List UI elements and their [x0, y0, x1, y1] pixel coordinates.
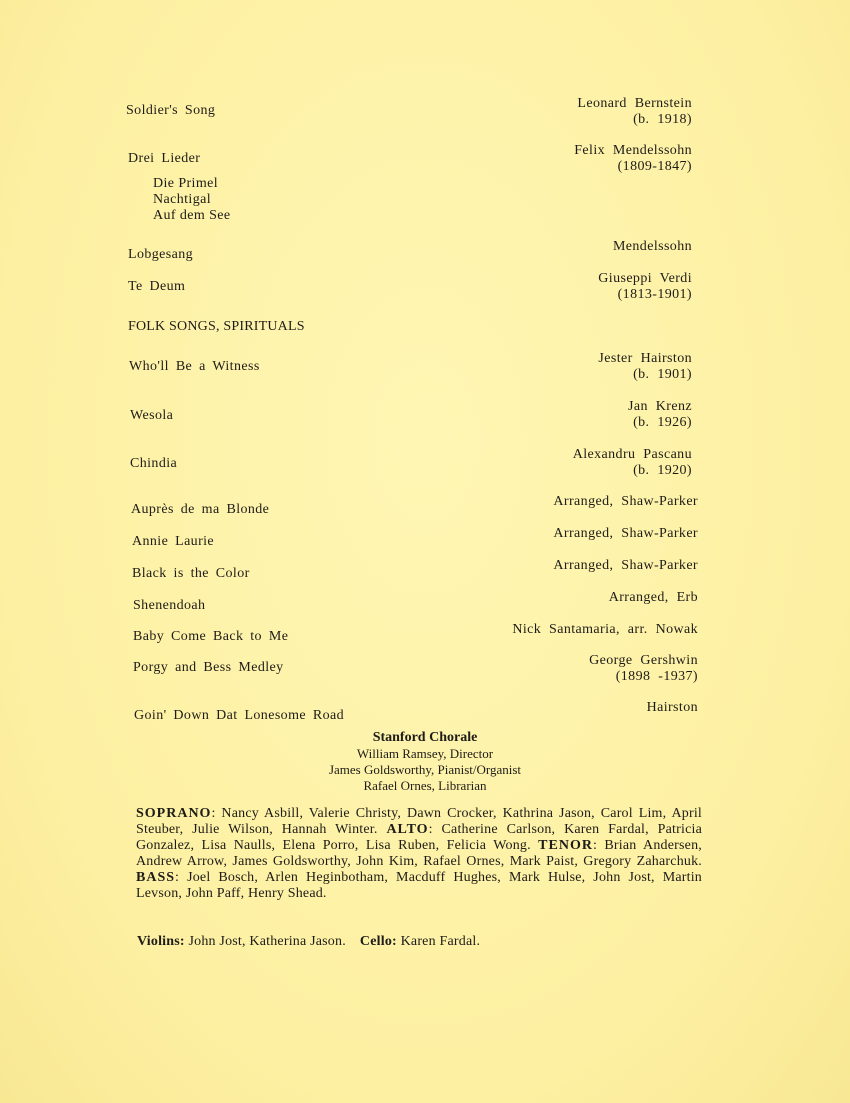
composer: [573, 447, 692, 479]
director-credit: William Ramsey, Director: [356, 746, 494, 761]
composer-dates: (1813-1901): [617, 287, 692, 302]
piece-title: Who'll Be a Witness: [129, 359, 260, 374]
composer-dates: (b. 1918): [633, 112, 692, 127]
composer-name: Jester Hairston: [598, 351, 692, 366]
soprano-label: SOPRANO: [136, 806, 212, 821]
choir-roster: SOPRANO: Nancy Asbill, Valerie Christy, Dawn Crocker, Kathrina Jason, Carol Lim, April Steuber, Julie Wilson, Hannah Winter. ALTO: Catherine Carlson, Karen Fardal, Patricia Gonzalez, Lisa Naulls, Elena Porro, Lisa Ruben, Felicia Wong. TENOR: Brian Andersen, Andrew Arrow, James Goldsworthy, John Kim, Rafael Ornes, Mark Paist, Gregory Zaharchuk. BASS: Joel Bosch, Arlen Heginbotham, Macduff Hughes, Mark Hulse, John Jost, Martin Levson, John Paff, Henry Shead.: [136, 806, 702, 901]
bass-members: Joel Bosch, Arlen Heginbotham, Macduff Hughes, Mark Hulse, John Jost, Martin Levson, John Paff, Henry Shead.: [136, 870, 702, 901]
composer: [598, 271, 692, 303]
composer-dates: (1809-1847): [617, 159, 692, 174]
violins-label: Violins:: [137, 934, 185, 949]
piece-title: Wesola: [130, 408, 174, 423]
composer: [574, 143, 692, 175]
section-heading-folk-songs: FOLK SONGS, SPIRITUALS: [128, 319, 305, 334]
composer: [589, 653, 698, 685]
ensemble-credits: [0, 730, 850, 794]
composer-name: Alexandru Pascanu: [572, 447, 692, 462]
composer: [553, 558, 698, 574]
soprano-members: Nancy Asbill, Valerie Christy, Dawn Crocker, Kathrina Jason, Carol Lim, April Steuber, Julie Wilson, Hannah Winter.: [136, 806, 702, 837]
composer-name: Giuseppi Verdi: [598, 271, 692, 286]
tenor-members: Brian Andersen, Andrew Arrow, James Goldsworthy, John Kim, Rafael Ornes, Mark Paist, Gregory Zaharchuk.: [136, 838, 702, 869]
composer: [613, 239, 692, 255]
composer-name: Arranged, Shaw-Parker: [553, 494, 698, 509]
piece-title: Black is the Color: [132, 566, 250, 581]
composer: [553, 526, 698, 542]
alto-label: ALTO: [386, 822, 429, 837]
composer: [577, 96, 692, 128]
composer-name: Arranged, Erb: [608, 590, 698, 605]
composer-dates: (b. 1901): [633, 367, 692, 382]
composer-name: Arranged, Shaw-Parker: [553, 526, 698, 541]
composer-name: Nick Santamaria, arr. Nowak: [512, 622, 698, 637]
piece-title: Shenendoah: [133, 598, 206, 613]
instrumentalists: [137, 934, 480, 950]
movement-item: Nachtigal: [153, 192, 212, 207]
composer-name: Leonard Bernstein: [577, 96, 692, 111]
cello-players: Karen Fardal.: [400, 934, 481, 949]
composer-dates: (b. 1926): [633, 415, 692, 430]
movement-item: Auf dem See: [153, 208, 231, 223]
librarian-credit: Rafael Ornes, Librarian: [363, 778, 487, 793]
piece-title: Chindia: [130, 456, 178, 471]
composer: [628, 399, 692, 431]
cello-label: Cello:: [359, 934, 397, 949]
composer-name: Felix Mendelssohn: [574, 143, 692, 158]
piece-title: Soldier's Song: [126, 103, 216, 118]
composer: [598, 351, 692, 383]
piece-title: Goin' Down Dat Lonesome Road: [134, 708, 345, 723]
bass-label: BASS: [136, 870, 176, 885]
composer-name: Hairston: [646, 700, 698, 715]
piece-title: Lobgesang: [128, 247, 194, 262]
drei-lieder-movements: [153, 176, 231, 224]
pianist-credit: James Goldsworthy, Pianist/Organist: [328, 762, 522, 777]
composer-name: Mendelssohn: [612, 239, 692, 254]
piece-title: Te Deum: [128, 279, 186, 294]
ensemble-name: Stanford Chorale: [372, 730, 478, 745]
movement-item: Die Primel: [153, 176, 219, 191]
violins-players: John Jost, Katherina Jason.: [188, 934, 346, 949]
piece-title: Annie Laurie: [132, 534, 215, 549]
tenor-label: TENOR: [538, 838, 593, 853]
alto-members: Catherine Carlson, Karen Fardal, Patricia Gonzalez, Lisa Naulls, Elena Porro, Lisa Ruben, Felicia Wong.: [136, 822, 702, 853]
composer-name: Jan Krenz: [628, 399, 692, 414]
piece-title: Porgy and Bess Medley: [133, 660, 284, 675]
composer: [609, 590, 698, 606]
composer: [553, 494, 698, 510]
composer-name: Arranged, Shaw-Parker: [553, 558, 698, 573]
piece-title: Drei Lieder: [128, 151, 201, 166]
composer: [647, 700, 698, 716]
composer-name: George Gershwin: [589, 653, 698, 668]
composer-dates: (b. 1920): [633, 463, 692, 478]
composer-dates: (1898 -1937): [615, 669, 698, 684]
piece-title: Auprès de ma Blonde: [131, 502, 270, 517]
piece-title: Baby Come Back to Me: [133, 629, 289, 644]
composer: [512, 622, 698, 638]
